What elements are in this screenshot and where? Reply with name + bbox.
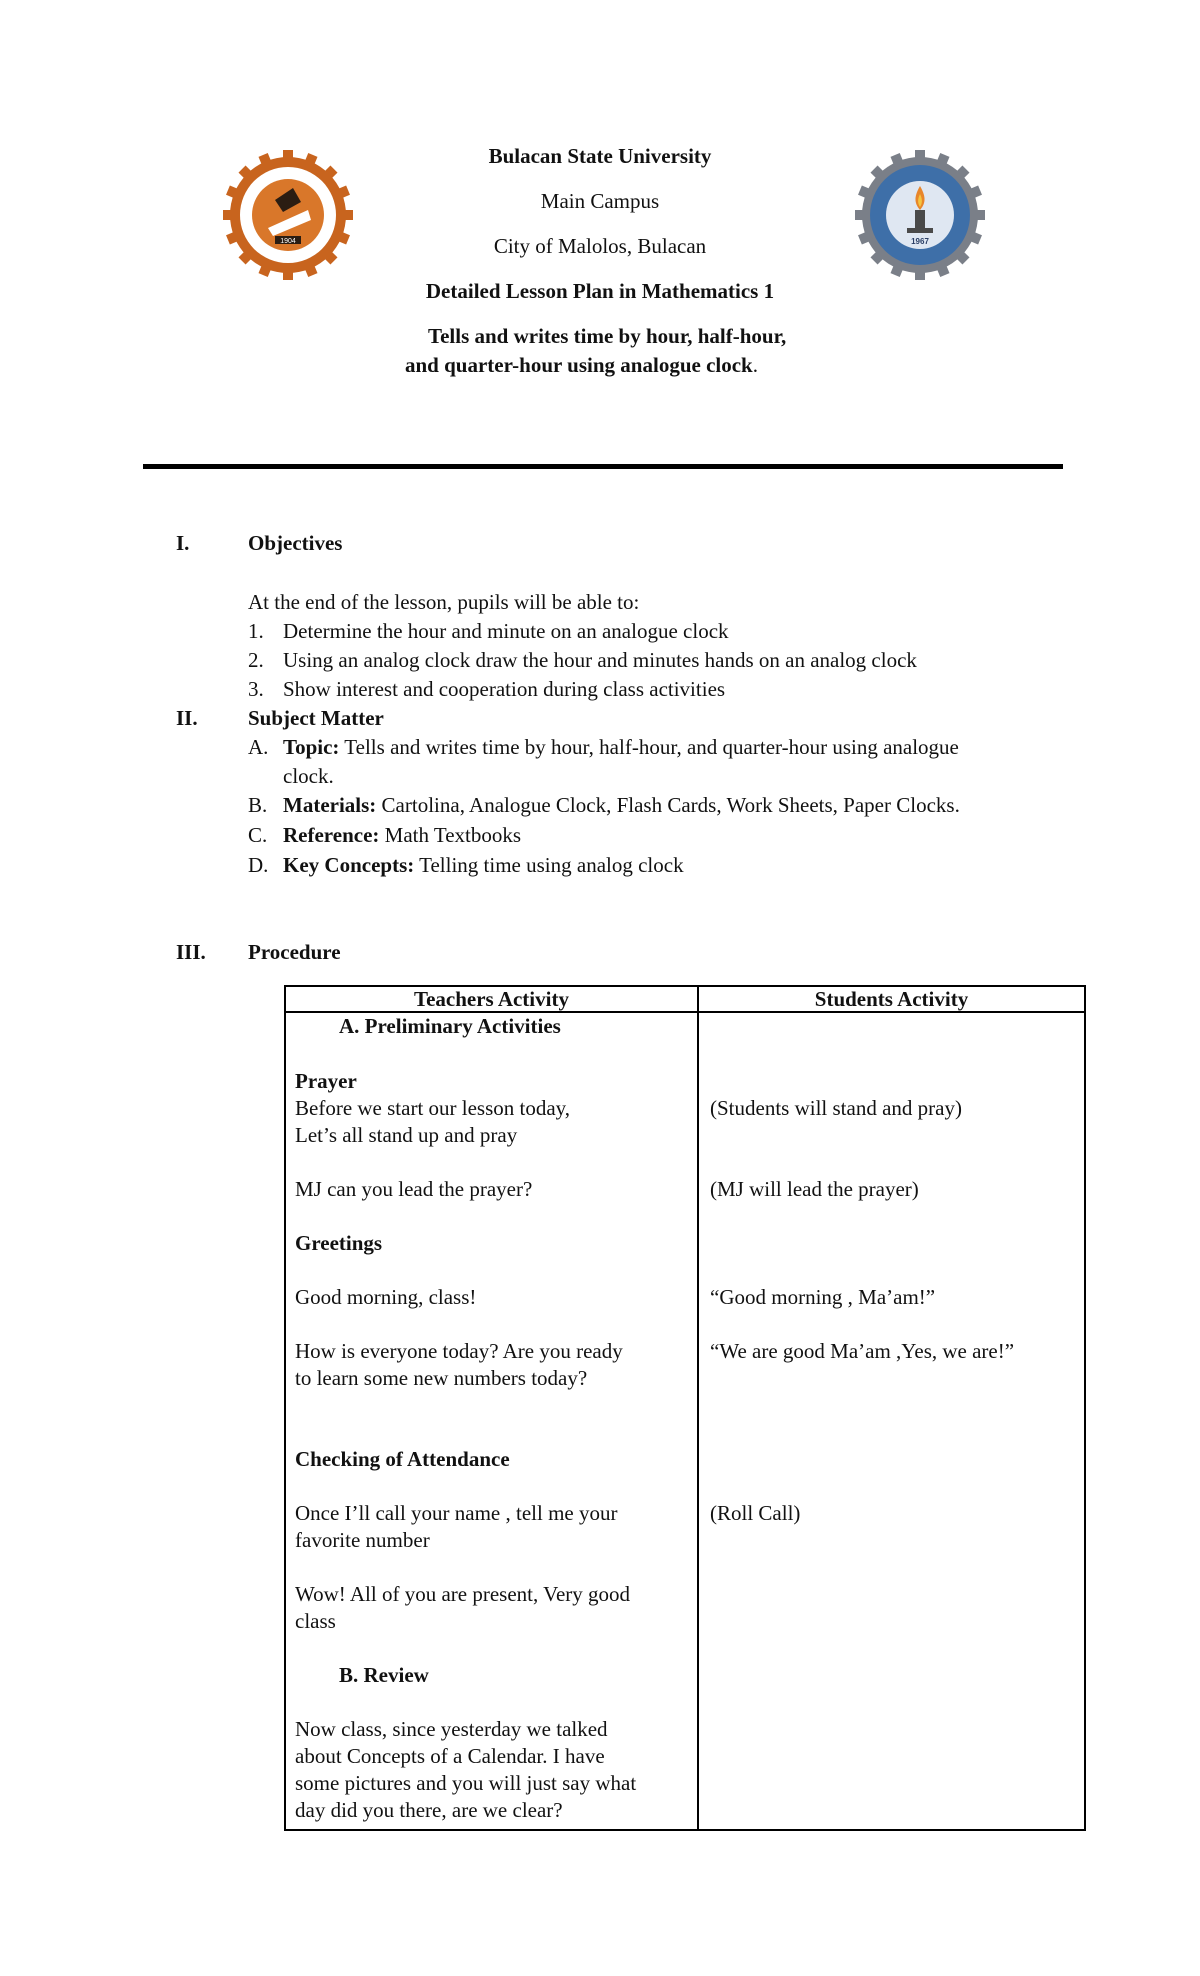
student-response: (MJ will lead the prayer) (710, 1177, 919, 1201)
teacher-line: some pictures and you will just say what (295, 1771, 637, 1795)
preliminary-activities-heading: A. Preliminary Activities (339, 1014, 561, 1038)
objective-number: 2. (248, 648, 264, 672)
campus: Main Campus (540, 189, 660, 213)
subject-matter-number: II. (176, 706, 198, 730)
objective-number: 3. (248, 677, 264, 701)
svg-text:1967: 1967 (911, 237, 929, 246)
subject-item-materials: Materials: Cartolina, Analogue Clock, Flash Cards, Work Sheets, Paper Clocks. (283, 793, 960, 817)
teacher-line: favorite number (295, 1528, 430, 1552)
teacher-line: Now class, since yesterday we talked (295, 1717, 608, 1741)
teacher-line: Wow! All of you are present, Very good (295, 1582, 631, 1606)
teacher-line: How is everyone today? Are you ready (295, 1339, 623, 1363)
header-divider (143, 464, 1063, 469)
objectives-title: Objectives (248, 531, 343, 555)
checking-attendance-heading: Checking of Attendance (295, 1447, 510, 1471)
subject-item-key-concepts: Key Concepts: Telling time using analog clock (283, 853, 684, 877)
objective-item: Show interest and cooperation during class activities (283, 677, 726, 701)
subject-item-letter: D. (248, 853, 269, 877)
teacher-line: Once I’ll call your name , tell me your (295, 1501, 618, 1525)
student-response: (Roll Call) (710, 1501, 801, 1525)
subject-item-letter: A. (248, 735, 269, 759)
subject-matter-title: Subject Matter (248, 706, 384, 730)
teacher-line: Before we start our lesson today, (295, 1096, 571, 1120)
student-response: “We are good Ma’am ,Yes, we are!” (710, 1339, 1015, 1363)
teachers-activity-cell (285, 1012, 698, 1830)
students-activity-cell (698, 1012, 1085, 1830)
teacher-line: Let’s all stand up and pray (295, 1123, 518, 1147)
svg-text:1904: 1904 (280, 238, 296, 245)
subject-item-reference: Reference: Math Textbooks (283, 823, 522, 847)
students-activity-header: Students Activity (698, 986, 1085, 1012)
topic-line-1: Tells and writes time by hour, half-hour, (428, 324, 787, 348)
city: City of Malolos, Bulacan (493, 234, 707, 258)
bulacan-state-university-seal (223, 150, 353, 280)
subject-item-letter: C. (248, 823, 268, 847)
topic-line-2: and quarter-hour using analogue clock. (405, 353, 758, 377)
teachers-activity-header: Teachers Activity (285, 986, 698, 1012)
teacher-line: MJ can you lead the prayer? (295, 1177, 533, 1201)
procedure-title: Procedure (248, 940, 341, 964)
objectives-number: I. (176, 531, 190, 555)
greetings-heading: Greetings (295, 1231, 383, 1255)
teacher-line: class (295, 1609, 336, 1633)
objective-number: 1. (248, 619, 264, 643)
teacher-line: day did you there, are we clear? (295, 1798, 563, 1822)
prayer-heading: Prayer (295, 1069, 357, 1093)
procedure-table (284, 985, 1086, 1831)
plan-title: Detailed Lesson Plan in Mathematics 1 (425, 279, 775, 303)
teacher-line: to learn some new numbers today? (295, 1366, 588, 1390)
student-response: “Good morning , Ma’am!” (710, 1285, 936, 1309)
procedure-number: III. (176, 940, 206, 964)
subject-item-letter: B. (248, 793, 268, 817)
subject-item-topic: Topic: Tells and writes time by hour, half-hour, and quarter-hour using analogue (283, 735, 959, 759)
student-response: (Students will stand and pray) (710, 1096, 962, 1120)
college-of-education-seal (855, 150, 985, 280)
subject-item-topic-cont: clock. (283, 764, 334, 788)
objective-item: Using an analog clock draw the hour and minutes hands on an analog clock (283, 648, 917, 672)
objective-item: Determine the hour and minute on an analogue clock (283, 619, 729, 643)
objectives-intro: At the end of the lesson, pupils will be able to: (248, 590, 640, 614)
teacher-line: Good morning, class! (295, 1285, 477, 1309)
university-name: Bulacan State University (488, 144, 712, 168)
review-heading: B. Review (339, 1663, 429, 1687)
teacher-line: about Concepts of a Calendar. I have (295, 1744, 605, 1768)
